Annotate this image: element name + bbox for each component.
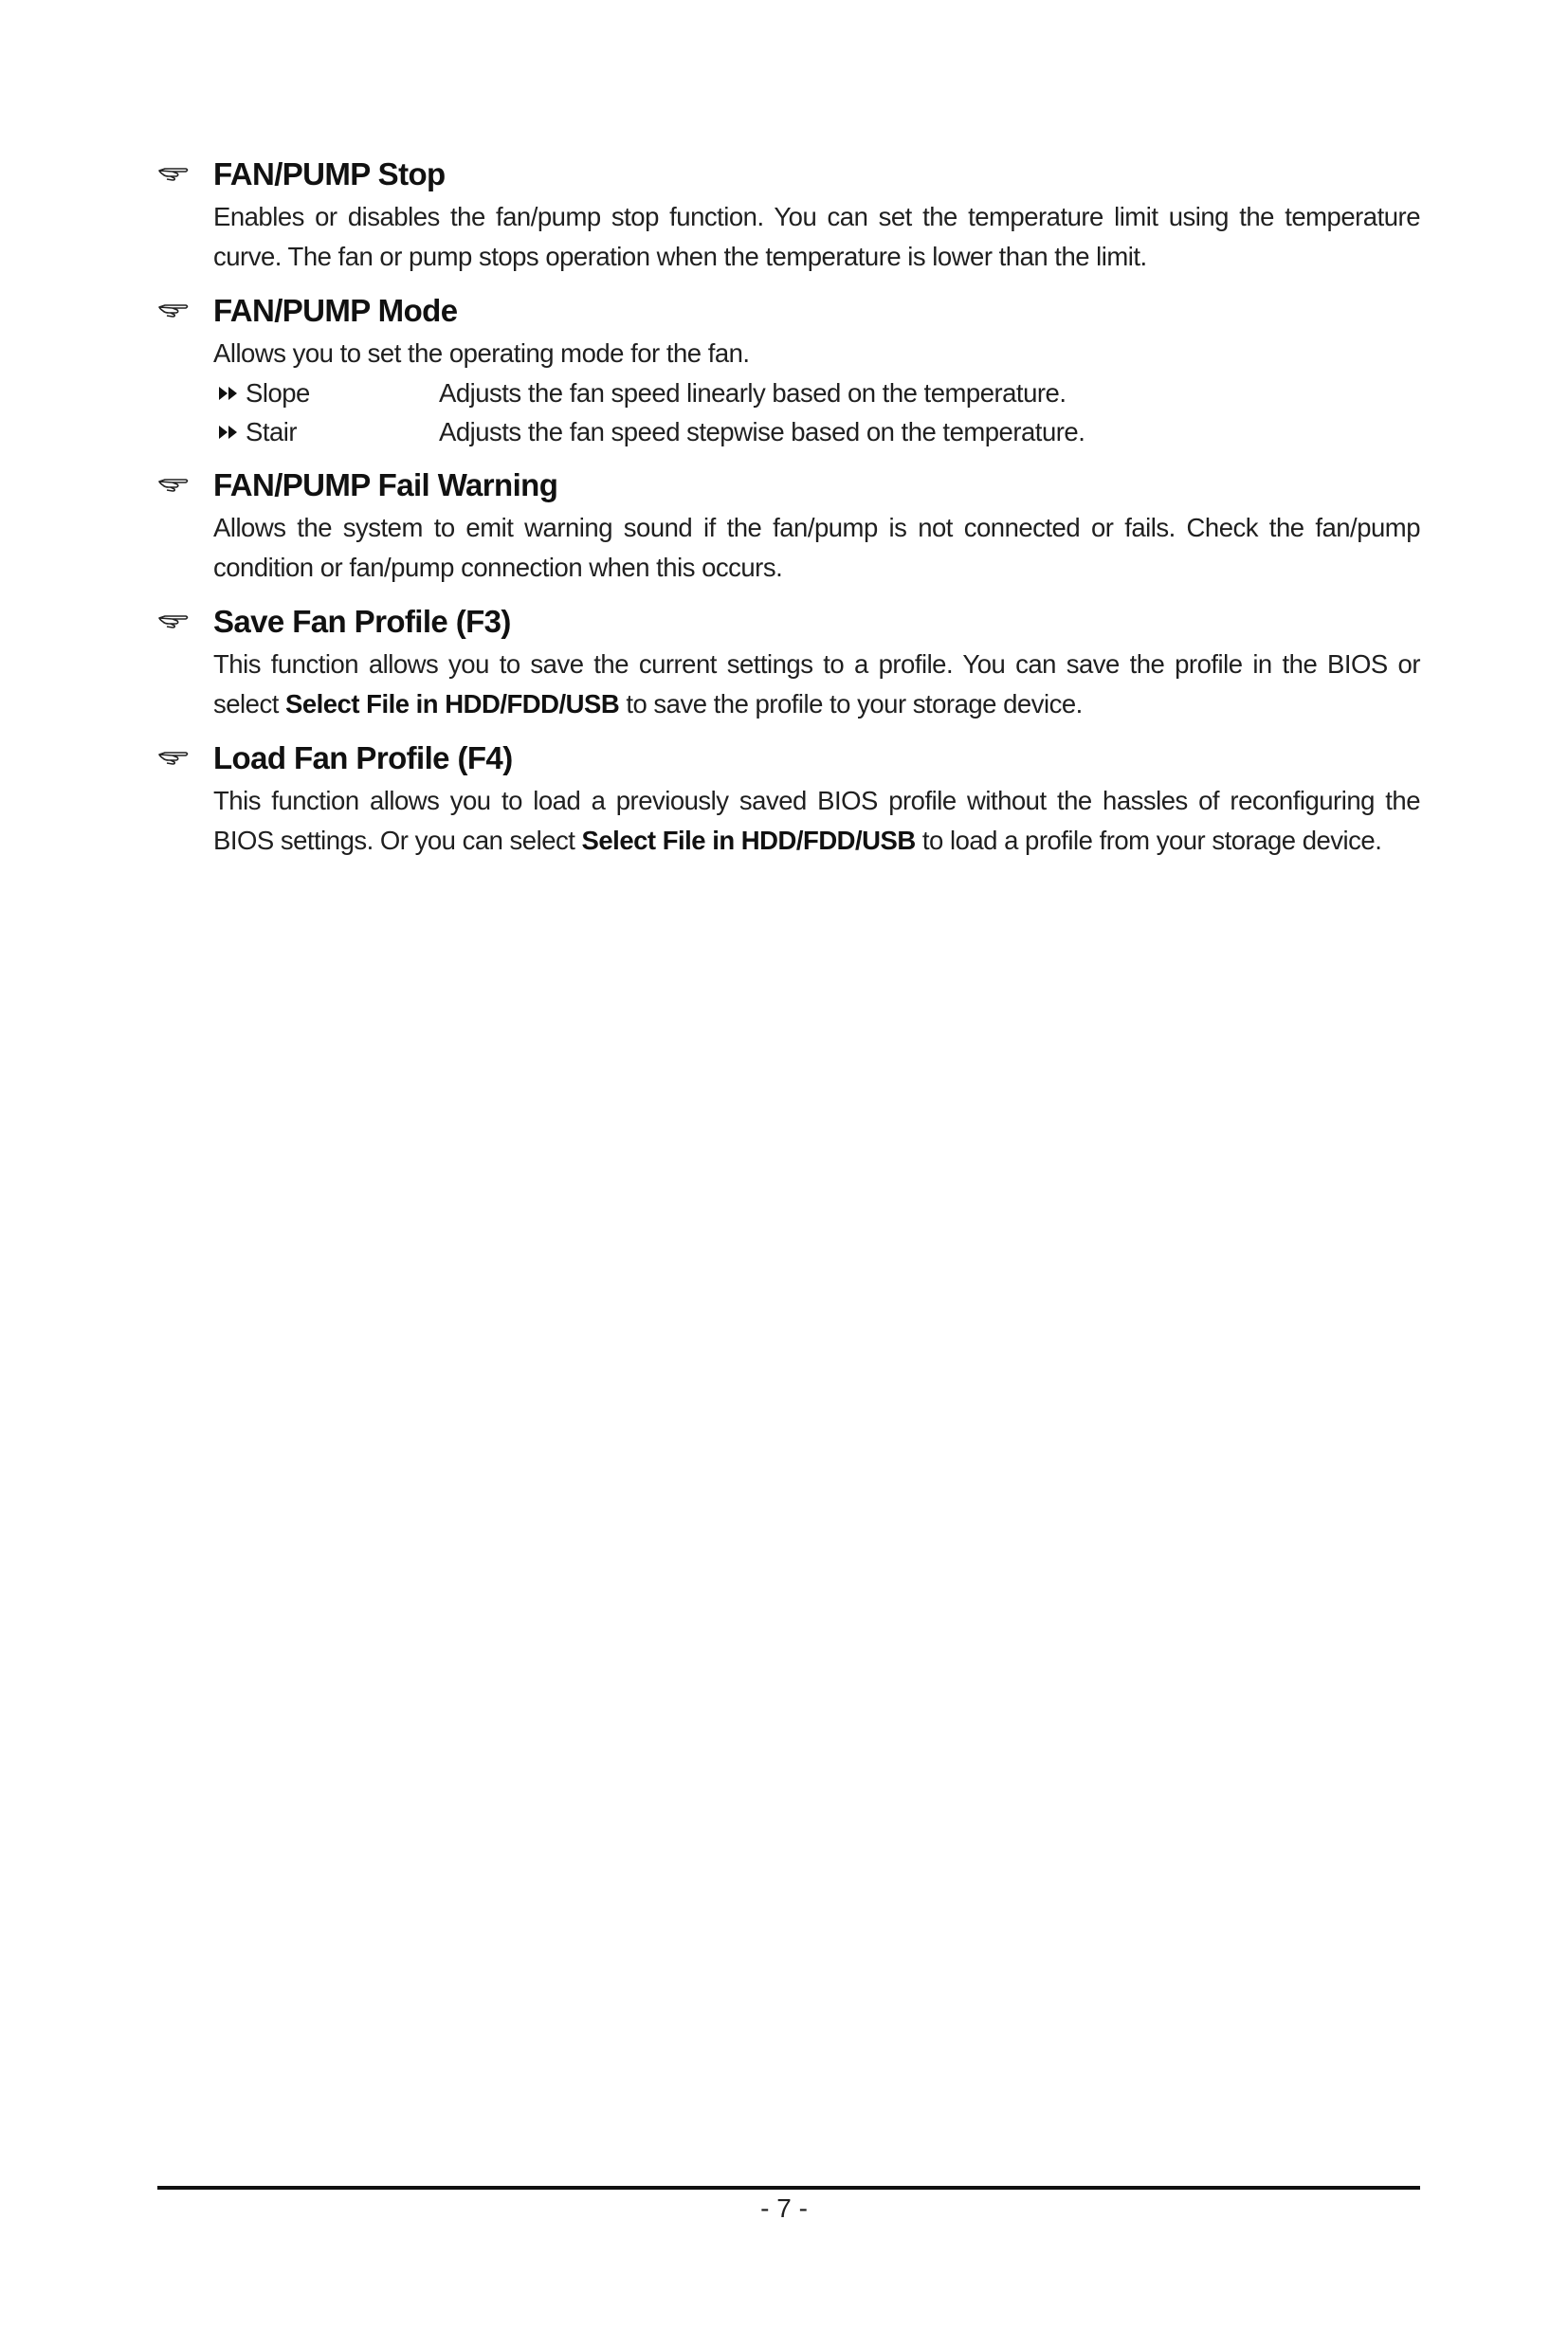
section-fan-pump-stop bbox=[157, 154, 1420, 277]
mode-item-stair bbox=[213, 412, 1420, 451]
section-description: Enables or disables the fan/pump stop function. You can set the temperature limit using the temperature curve. The fan or pump stops operation when the temperature is lower than the limit. bbox=[213, 202, 1420, 271]
pointing-hand-icon bbox=[157, 749, 190, 768]
document-content bbox=[157, 154, 1420, 874]
description-text: This function allows you to save the current settings to a profile. You can save the profile in the BIOS or select bbox=[213, 649, 1420, 719]
double-arrow-icon bbox=[217, 386, 240, 401]
double-arrow-icon bbox=[217, 425, 240, 440]
section-heading bbox=[157, 737, 1420, 781]
section-fan-pump-fail-warning bbox=[157, 464, 1420, 588]
pointing-hand-icon bbox=[157, 612, 190, 631]
page-number: - 7 - bbox=[760, 2193, 808, 2223]
section-description: Allows you to set the operating mode for the fan. bbox=[213, 338, 750, 368]
mode-name: Stair bbox=[246, 417, 298, 446]
section-heading bbox=[157, 154, 1420, 197]
section-heading bbox=[157, 601, 1420, 645]
section-description: Allows the system to emit warning sound if the fan/pump is not connected or fails. Check the fan/pump condition or fan/pump connection when this occurs. bbox=[213, 513, 1420, 582]
mode-description: Adjusts the fan speed linearly based on the temperature. bbox=[439, 378, 1067, 408]
pointing-hand-icon bbox=[157, 165, 190, 184]
emphasis-text: Select File in HDD/FDD/USB bbox=[284, 689, 620, 719]
section-title: FAN/PUMP Mode bbox=[213, 293, 458, 328]
pointing-hand-icon bbox=[157, 301, 190, 320]
pointing-hand-icon bbox=[157, 476, 190, 495]
description-text: to save the profile to your storage device. bbox=[619, 689, 1083, 719]
emphasis-text: Select File in HDD/FDD/USB bbox=[581, 826, 916, 855]
section-load-fan-profile bbox=[157, 737, 1420, 861]
section-description bbox=[213, 781, 1420, 861]
description-text: to load a profile from your storage device. bbox=[915, 826, 1382, 855]
description-text: This function allows you to load a previously saved BIOS profile without the hassles of reconfiguring the BIOS settings. Or you can select bbox=[213, 786, 1420, 855]
section-title: Save Fan Profile (F3) bbox=[213, 604, 511, 639]
section-description bbox=[213, 645, 1420, 724]
section-title: FAN/PUMP Stop bbox=[213, 156, 446, 191]
mode-name: Slope bbox=[246, 378, 310, 408]
section-title: Load Fan Profile (F4) bbox=[213, 740, 513, 775]
section-heading bbox=[157, 290, 1420, 334]
section-save-fan-profile bbox=[157, 601, 1420, 724]
section-title: FAN/PUMP Fail Warning bbox=[213, 467, 558, 502]
mode-description: Adjusts the fan speed stepwise based on the temperature. bbox=[439, 417, 1085, 446]
mode-item-slope bbox=[213, 373, 1420, 412]
section-fan-pump-mode bbox=[157, 290, 1420, 451]
section-heading bbox=[157, 464, 1420, 508]
